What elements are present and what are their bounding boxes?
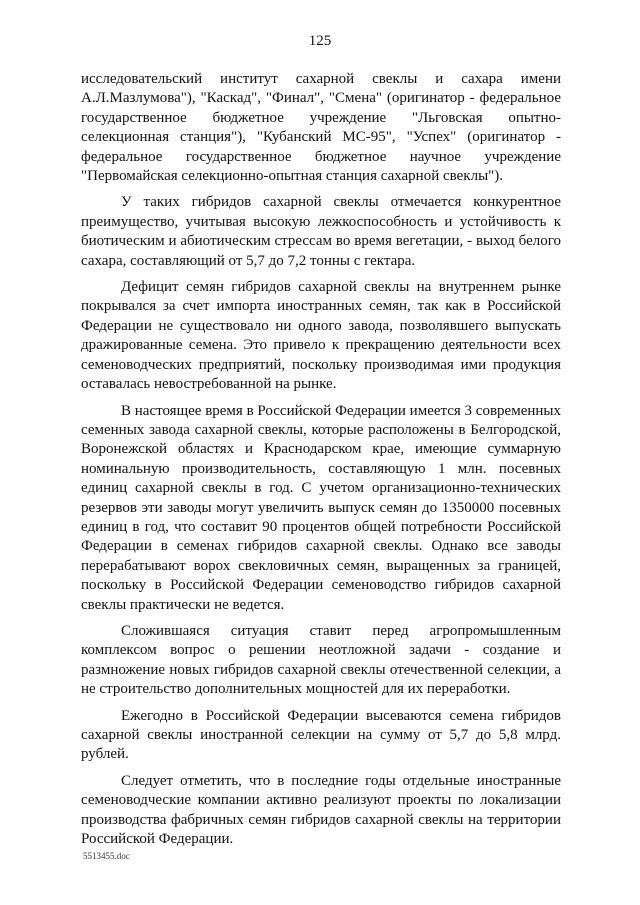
paragraph: Дефицит семян гибридов сахарной свеклы на внутреннем рынке покрывался за счет импорта иностранных семян, так как в Российской Федерации не существовало ни одного завода, позволявшего выпускать дражированные семена. Это привело к прекращению деятельности всех семеноводческих предприятий, поскольку производимая ими продукция оставалась невостребованной на рынке. (81, 279, 561, 393)
paragraph: Следует отметить, что в последние годы отдельные иностранные семеноводческие компании активно реализуют проекты по локализации производства фабричных семян гибридов сахарной свеклы на территории Российской Федерации. (81, 772, 561, 848)
paragraph-continuation: исследовательский институт сахарной свеклы и сахара имени А.Л.Мазлумова"), "Каскад", "Финал", "Смена" (оригинатор - федеральное государственное бюджетное учреждение "Льговская опытно-селекционная станция"), "Кубанский МС-95", "Успех" (оригинатор - федеральное государственное бюджетное научное учреждение "Первомайская селекционно-опытная станция сахарной свеклы"). (81, 71, 561, 185)
paragraph: Ежегодно в Российской Федерации высеваются семена гибридов сахарной свеклы иностранной селекции на сумму от 5,7 до 5,8 млрд. рублей. (81, 707, 561, 763)
file-footer: 5513455.doc (83, 851, 130, 861)
page-number: 125 (308, 33, 332, 49)
document-body (81, 70, 561, 856)
paragraph: У таких гибридов сахарной свеклы отмечается конкурентное преимущество, учитывая высокую лежкоспособность и устойчивость к биотическим и абиотическим стрессам во время вегетации, - выход белого сахара, составляющий от 5,7 до 7,2 тонны с гектара. (81, 194, 561, 269)
paragraph: В настоящее время в Российской Федерации имеется 3 современных семенных завода сахарной свеклы, которые расположены в Белгородской, Воронежской областях и Краснодарском крае, имеющие суммарную номинальную производительность, составляющую 1 млн. посевных единиц сахарной свеклы в год. С учетом организационно-технических резервов эти заводы могут увеличить выпуск семян до 1350000 посевных единиц в год, что составит 90 процентов общей потребности Российской Федерации в семенах гибридов сахарной свеклы. Однако все заводы перерабатывают ворох свекловичных семян, выращенных за границей, поскольку в Российской Федерации семеноводство гибридов сахарной свеклы практически не ведется. (81, 402, 561, 613)
paragraph: Сложившаяся ситуация ставит перед агропромышленным комплексом вопрос о решении неотложной задачи - создание и размножение новых гибридов сахарной свеклы отечественной селекции, а не строительство дополнительных мощностей для их переработки. (81, 622, 561, 698)
